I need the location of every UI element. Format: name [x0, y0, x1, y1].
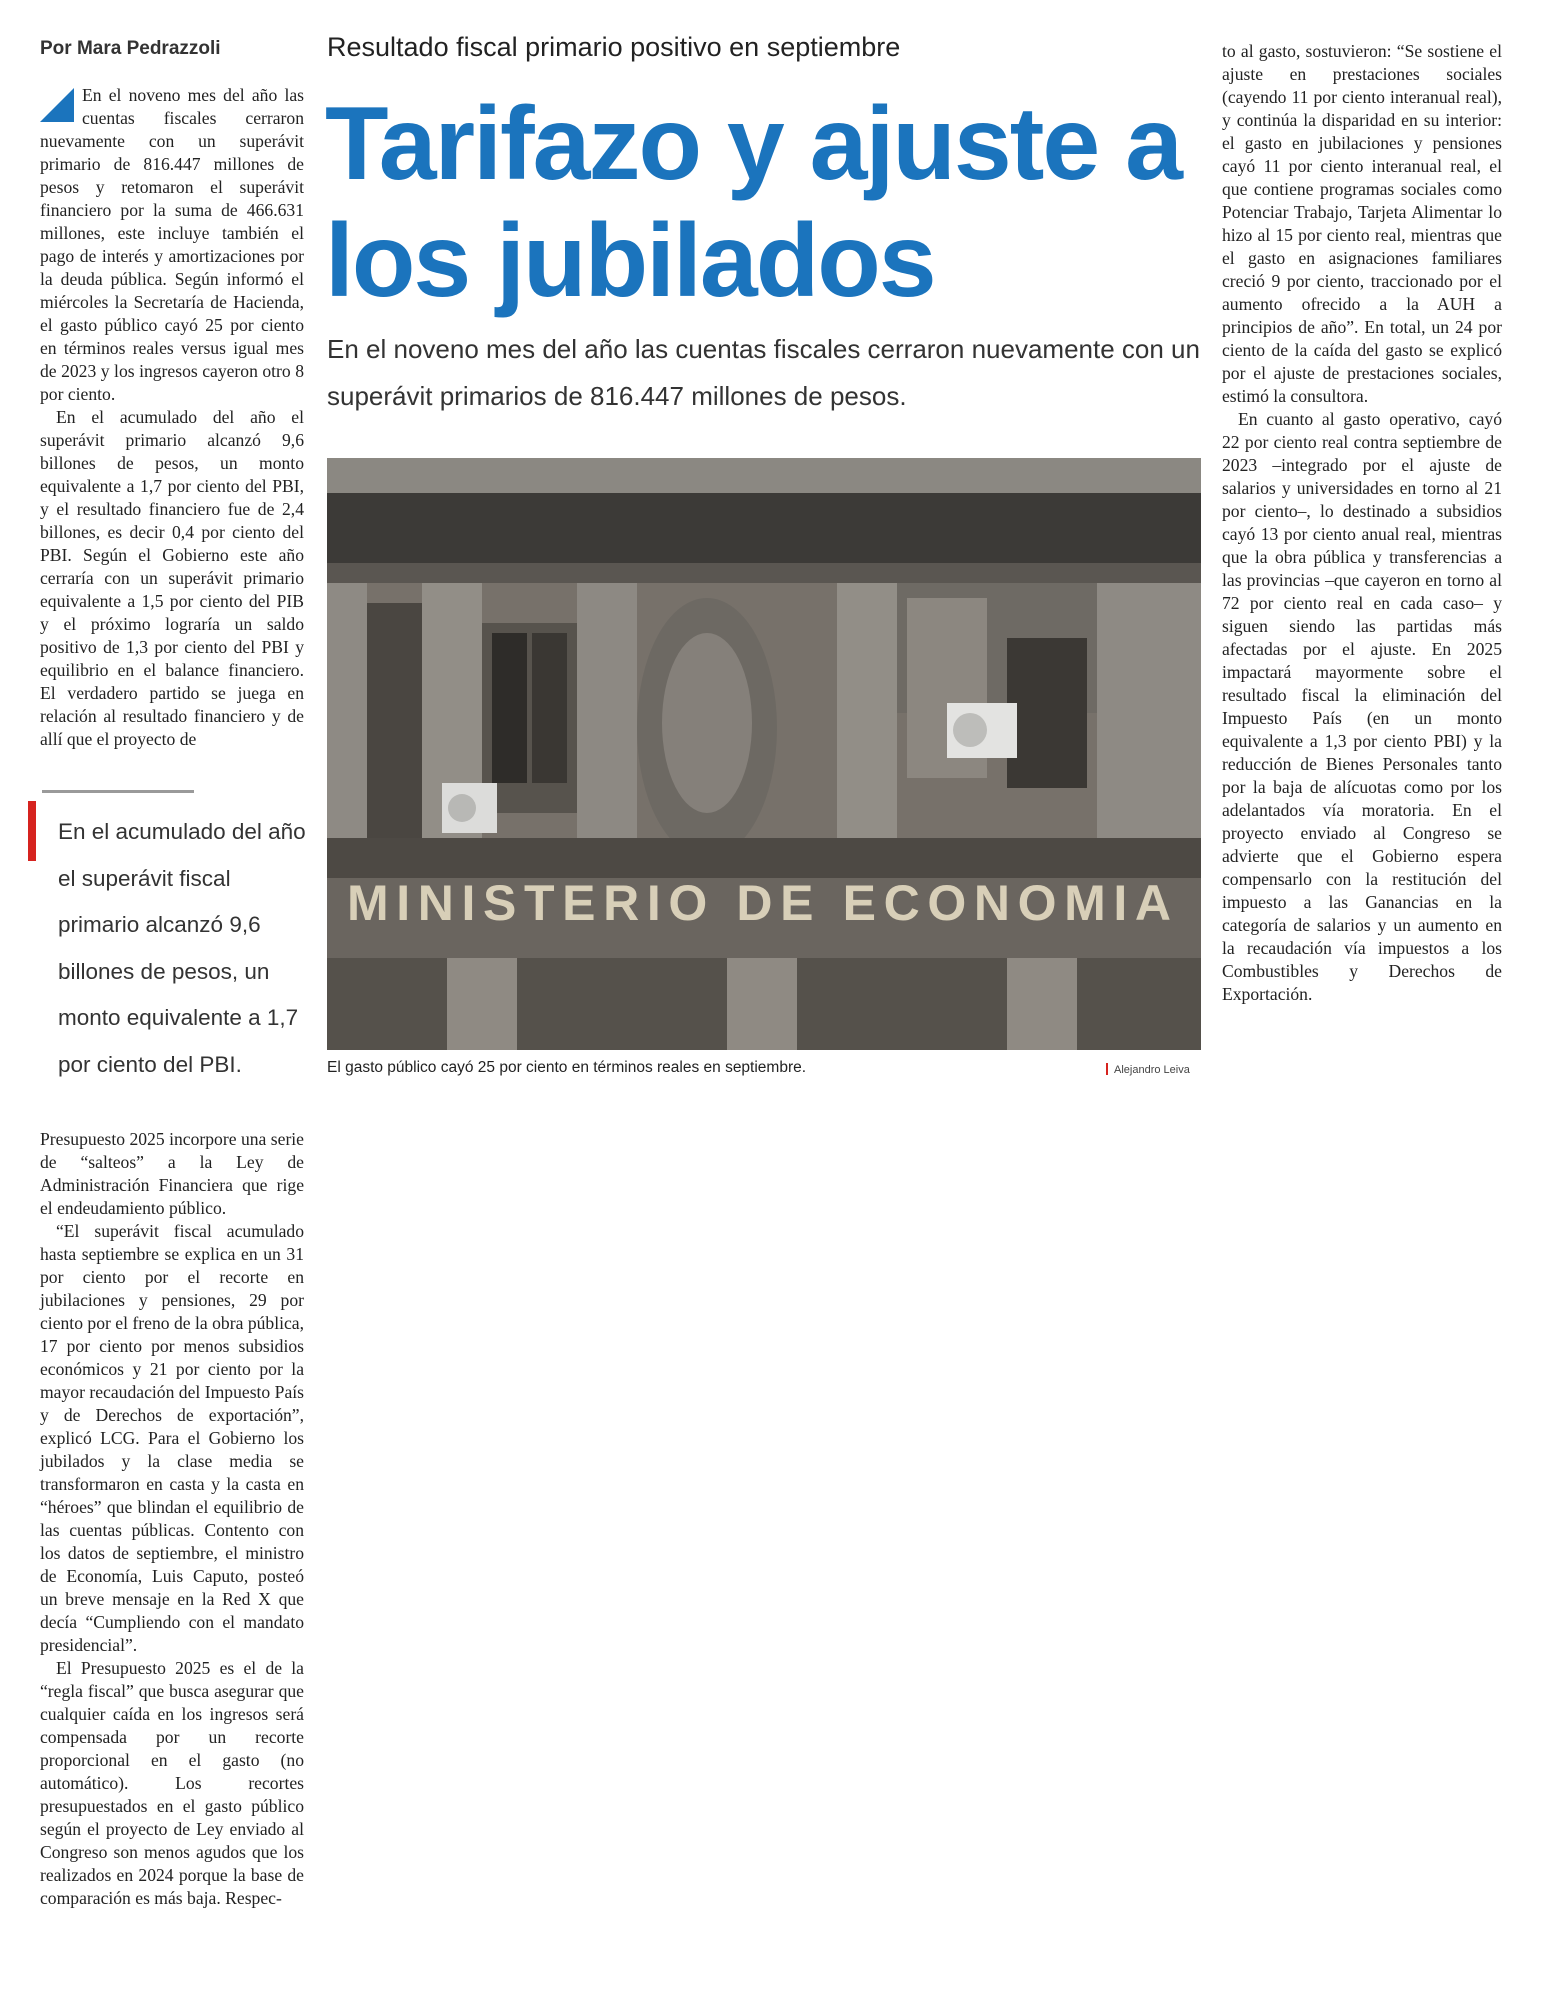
deck: En el noveno mes del año las cuentas fiscales cerraron nuevamente con un superávit primarios de 816.447 millones de pesos.	[327, 334, 1200, 411]
photo-credit	[1106, 1063, 1206, 1076]
kicker: Resultado fiscal primario positivo en septiembre	[327, 32, 901, 62]
photo-caption: El gasto público cayó 25 por ciento en términos reales en septiembre.	[327, 1059, 807, 1076]
drop-triangle-icon	[40, 88, 74, 122]
article-column-1	[40, 84, 304, 751]
article-column-1-continued	[40, 1128, 304, 1910]
pull-quote-bar	[28, 801, 36, 861]
photo-credit-text: Alejandro Leiva	[1114, 1064, 1190, 1076]
article-column-3	[1222, 40, 1502, 1006]
paragraph: El Presupuesto 2025 es el de la “regla fiscal” que busca asegurar que cualquier caída en los ingresos será compensada por un recorte proporcional en el gasto (no automático). Los recortes presupuestados en el gasto público según el proyecto de Ley enviado al Congreso son menos agudos que los realizados en 2024 porque la base de comparación es más baja. Respec-	[40, 1658, 304, 1908]
paragraph: to al gasto, sostuvieron: “Se sostiene el ajuste en prestaciones sociales (cayendo 11 por ciento interanual real), y continúa la disparidad en su interior: el gasto en jubilaciones y pensiones cayó 11 por ciento interanual real, el que contiene programas sociales como Potenciar Trabajo, Tarjeta Alimentar lo hizo al 15 por ciento real, mientras que el gasto en asignaciones familiares creció 9 por ciento, traccionado por el aumento ofrecido a la AUH a principios de año”. En total, un 24 por ciento de la caída del gasto se explicó por el ajuste de prestaciones sociales, estimó la consultora.	[1222, 41, 1502, 406]
article-photo	[327, 458, 1201, 1050]
headline: Tarifazo y ajuste a los jubilados	[325, 86, 1181, 319]
credit-bar	[1106, 1063, 1108, 1075]
paragraph: En el acumulado del año el superávit primario alcanzó 9,6 billones de pesos, un monto equivalente a 1,7 por ciento del PBI, y el resultado financiero fue de 2,4 billones, es decir 0,4 por ciento del PBI. Según el Gobierno este año cerraría con un superávit primario equivalente a 1,5 por ciento del PIB y el próximo lograría un saldo positivo de 1,3 por ciento del PBI y equilibrio en el balance financiero. El verdadero partido se juega en relación al resultado financiero y de allí que el proyecto de	[40, 407, 304, 749]
pull-quote	[28, 790, 308, 1088]
paragraph: Presupuesto 2025 incorpore una serie de “salteos” a la Ley de Administración Financiera que rige el endeudamiento público.	[40, 1129, 304, 1218]
paragraph: En cuanto al gasto operativo, cayó 22 por ciento real contra septiembre de 2023 –integrado por el ajuste de salarios y universidades en torno al 21 por ciento–, lo destinado a subsidios cayó 13 por ciento anual real, mientras que la obra pública y transferencias a las provincias –que cayeron en torno al 72 por ciento real en cada caso– y siguen siendo las partidas más afectadas por el ajuste. En 2025 impactará mayormente sobre el resultado fiscal la eliminación del Impuesto País (en un monto equivalente a 1,3 por ciento PBI) y la reducción de Bienes Personales tanto por la baja de alícuotas como por los adelantados vía moratoria. En el proyecto enviado al Congreso se advierte que el Gobierno espera compensarlo con la restitución del impuesto a las Ganancias en la categoría de salarios y un aumento en la recaudación vía impuestos a los Combustibles y Derechos de Exportación.	[1222, 409, 1502, 1004]
pull-quote-text: En el acumulado del año el superávit fiscal primario alcanzó 9,6 billones de pesos, un monto equivalente a 1,7 por ciento del PBI.	[58, 819, 306, 1077]
ministry-sign-text: MINISTERIO DE ECONOMIA	[347, 875, 1177, 931]
paragraph: “El superávit fiscal acumulado hasta septiembre se explica en un 31 por ciento por el recorte en jubilaciones y pensiones, 29 por ciento por el freno de la obra pública, 17 por ciento por menos subsidios económicos y 21 por ciento por la mayor recaudación del Impuesto País y de Derechos de exportación”, explicó LCG. Para el Gobierno los jubilados y la clase media se transformaron en casta y la casta en “héroes” que blindan el equilibrio de las cuentas públicas. Contento con los datos de septiembre, el ministro de Economía, Luis Caputo, posteó un breve mensaje en la Red X que decía “Cumpliendo con el mandato presidencial”.	[40, 1221, 304, 1655]
paragraph: En el noveno mes del año las cuentas fiscales cerraron nuevamente con un superávit primario de 816.447 millones de pesos y retomaron el superávit financiero por la suma de 466.631 millones, este incluye también el pago de interés y amortizaciones por la deuda pública. Según informó el miércoles la Secretaría de Hacienda, el gasto público cayó 25 por ciento en términos reales versus igual mes de 2023 y los ingresos cayeron otro 8 por ciento.	[40, 85, 304, 404]
byline: Por Mara Pedrazzoli	[40, 38, 221, 59]
